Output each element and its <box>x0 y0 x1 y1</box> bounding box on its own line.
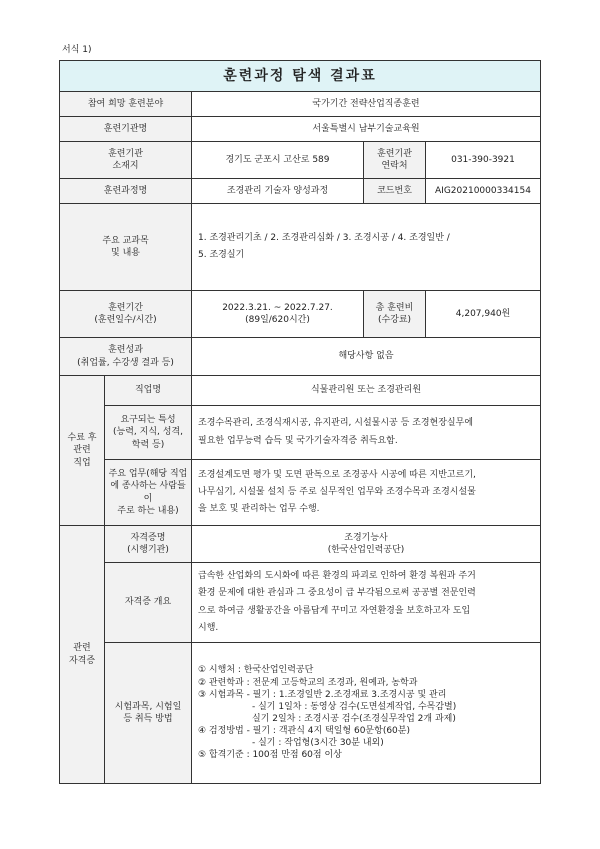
code-label: 코드번호 <box>364 179 426 204</box>
contact-label: 훈련기관 연락처 <box>364 142 426 179</box>
location-label: 훈련기관 소재지 <box>60 142 192 179</box>
contact-value: 031-390-3921 <box>426 142 541 179</box>
subjects-label: 주요 교과목 및 내용 <box>60 204 192 291</box>
after-training-group-label: 수료 후 관련 직업 <box>60 376 105 526</box>
code-value: AIG20210000334154 <box>426 179 541 204</box>
outcome-label: 훈련성과 (취업률, 수강생 결과 등) <box>60 338 192 376</box>
course-value: 조경관리 기술자 양성과정 <box>192 179 364 204</box>
course-label: 훈련과정명 <box>60 179 192 204</box>
method-line: - 실기 : 작업형(3시간 30분 내외) <box>252 738 384 749</box>
job-label: 직업명 <box>105 376 192 406</box>
institution-value: 서울특별시 남부기술교육원 <box>192 117 541 142</box>
method-line: ⑤ 합격기준 : 100점 만점 60점 이상 <box>198 750 342 761</box>
institution-label: 훈련기관명 <box>60 117 192 142</box>
certificate-overview-value: 급속한 산업화의 도시화에 따른 환경의 파괴로 인하여 환경 복원과 주거 환경 문제에 대한 관심과 그 중요성이 급 부각됨으로써 공공별 전문인력 으로 하여금 생활공간을 아름답게 꾸미고 자연환경을 보호하고자 도입 시행. <box>192 563 541 643</box>
certificate-method-value <box>192 643 541 784</box>
method-line: ④ 검정방법 - 필기 : 객관식 4지 택일형 60문항(60분) <box>198 726 410 737</box>
page-title: 훈련과정 탐색 결과표 <box>60 61 541 92</box>
location-value: 경기도 군포시 고산로 589 <box>192 142 364 179</box>
cost-value: 4,207,940원 <box>426 291 541 338</box>
traits-label: 요구되는 특성 (능력, 지식, 성격, 학력 등) <box>105 406 192 460</box>
duties-label: 주요 업무(해당 직업 에 종사하는 사람들이 주로 하는 내용) <box>105 460 192 526</box>
method-line: - 실기 1일차 : 동영상 검수(도면설계작업, 수목감별) <box>252 701 457 712</box>
traits-value: 조경수목관리, 조경식재시공, 유지관리, 시설물시공 등 조경현장실무에 필요한 업무능력 습득 및 국가기술자격증 취득요함. <box>192 406 541 460</box>
period-value: 2022.3.21. ~ 2022.7.27. (89일/620시간) <box>192 291 364 338</box>
cost-label: 총 훈련비 (수강료) <box>364 291 426 338</box>
form-number: 서식 1) <box>62 45 92 55</box>
duties-value: 조경설계도면 평가 및 도면 판독으로 조경공사 시공에 따른 지반고르기, 나무심기, 시설물 설치 등 주로 실무적인 업무와 조경수목과 조경시설물 을 보호 및 관리하는 업무 수행. <box>192 460 541 526</box>
method-line: 실기 2일차 : 조경시공 검수(조경실무작업 2개 과제) <box>252 714 456 724</box>
certificate-name-value: 조경기능사 (한국산업인력공단) <box>192 526 541 563</box>
outcome-value: 해당사항 없음 <box>192 338 541 376</box>
period-label: 훈련기간 (훈련일수/시간) <box>60 291 192 338</box>
certificate-name-label: 자격증명 (시행기관) <box>105 526 192 563</box>
job-value: 식물관리원 또는 조경관리원 <box>192 376 541 406</box>
training-course-table <box>59 60 541 784</box>
field-label: 참여 희망 훈련분야 <box>60 92 192 117</box>
certificate-method-label: 시험과목, 시험일 등 취득 방법 <box>105 643 192 784</box>
method-line: ③ 시험과목 - 필기 : 1.조경일반 2.조경재료 3.조경시공 및 관리 <box>198 689 447 700</box>
certificate-group-label: 관련 자격증 <box>60 526 105 784</box>
subjects-value: 1. 조경관리기초 / 2. 조경관리심화 / 3. 조경시공 / 4. 조경일반 / 5. 조경실기 <box>192 204 541 291</box>
field-value: 국가기간 전략산업직종훈련 <box>192 92 541 117</box>
method-line: ① 시행처 : 한국산업인력공단 <box>198 665 314 676</box>
certificate-overview-label: 자격증 개요 <box>105 563 192 643</box>
method-line: ② 관련학과 : 전문계 고등학교의 조경과, 원예과, 농학과 <box>198 677 418 688</box>
